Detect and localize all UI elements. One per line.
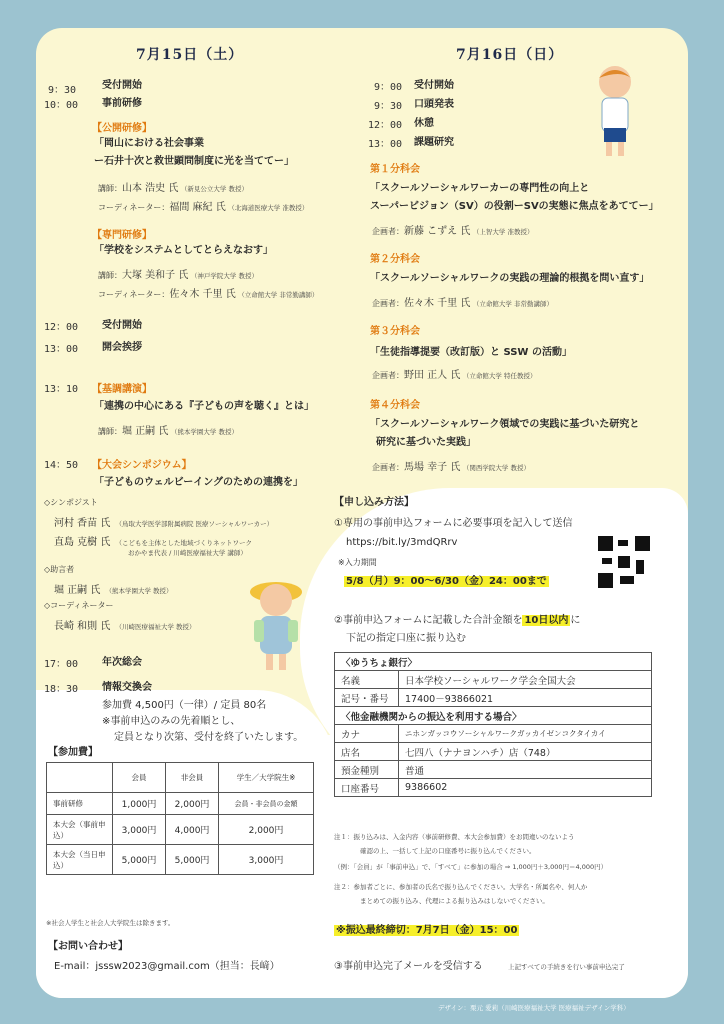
contact-email[interactable]: E-mail：jsssw2023@gmail.com（担当：長﨑） [54,961,280,972]
day1-s6-time: 14：50 [44,460,79,471]
keynote-title: 「連携の中心にある『子どもの声を聴く』とは」 [94,401,314,412]
g4-title-2: 研究に基づいた実践」 [376,437,476,448]
qr-code[interactable] [596,534,652,590]
panelist-1: 河村 香苗 氏 （鳥取大学医学部附属病院 医療ソーシャルワーカー） [54,518,274,529]
g2-planner: 企画者：佐々木 千里 氏 （立命館大学 非常勤講師） [372,298,553,309]
bank2-header: 〈他金融機関からの振込を利用する場合〉 [335,707,652,725]
fee-cell: 2,000円 [166,793,219,815]
symposium-title: 「子どものウェルビーイングのための連携を」 [94,477,303,488]
party-note-1: ※事前申込のみの先着順とし、 [102,716,241,727]
g2-tag: 第２分科会 [370,254,420,265]
advisor-label: ◇助言者 [44,565,75,574]
bank2-kana-label: カナ [335,725,399,743]
fee-cell: 4,000円 [166,815,219,845]
party-fee: 参加費 4,500円（一律）/ 定員 80名 [102,700,267,711]
day1-s3-label: 受付開始 [102,320,142,331]
day2-s2-label: 口頭発表 [414,99,454,110]
day2-s4-time: 13：00 [368,139,403,150]
bank1-num-label: 記号・番号 [335,689,399,707]
day2-s3-time: 12：00 [368,120,403,131]
panel-label: ◇シンポジスト [44,498,98,507]
day1-s8-label: 情報交換会 [102,682,152,693]
keynote-lecturer: 講師：堀 正嗣 氏 （熊本学園大学 教授） [98,426,238,437]
panelist-2: 直島 克樹 氏 （こどもを主体とした地域づくりネットワーク [54,537,252,548]
g4-title-1: 「スクールソーシャルワーク領域での実践に基づいた研究と [370,419,640,430]
apply-header: 【申し込み方法】 [334,497,414,508]
pro-title: 「学校をシステムとしてとらえなおす」 [94,245,273,256]
note1a: 注１：振り込みは、入金内容（事前研修費、本大会参加費）をお間違いのないよう [334,833,575,841]
fee-col-nonmember: 非会員 [166,763,219,793]
day2-s1-label: 受付開始 [414,80,454,91]
apply-step2: ②事前申込フォームに記載した合計金額を 10日以内 に [334,615,581,626]
bank1-name: 日本学校ソーシャルワーク学会全国大会 [399,671,652,689]
pro-coord: コーディネーター：佐々木 千里 氏 （立命館大学 非常勤講師） [98,289,319,300]
fee-cell: 3,000円 [219,845,314,875]
day2-s4-label: 課題研究 [414,137,454,148]
fee-cell: 3,000円 [113,815,166,845]
apply-step3: ③事前申込完了メールを受信する [334,961,483,972]
bank2-acct-label: 口座番号 [335,779,399,797]
fee-cell: 2,000円 [219,815,314,845]
fee-corner [47,763,113,793]
bank2-kana: ニホンガッコウソーシャルワークガッカイゼンコクタイカイ [399,725,652,743]
g3-title: 「生徒指導提要（改訂版）と SSW の活動」 [370,347,572,358]
fee-col-member: 会員 [113,763,166,793]
panelist-2-aff2: おかやま代表 / 川崎医療福祉大学 講師） [128,549,247,557]
fee-cell: 5,000円 [166,845,219,875]
bank1-num: 17400－93866021 [399,689,652,707]
apply-url[interactable]: https://bit.ly/3mdQRrv [346,537,458,548]
g3-tag: 第３分科会 [370,326,420,337]
day1-s4-time: 13：00 [44,344,79,355]
fee-table [46,762,314,875]
fee-col-student: 学生／大学院生※ [219,763,314,793]
boy-illustration [590,62,644,162]
day1-s3-time: 12：00 [44,322,79,333]
apply-step2c: 下記の指定口座に振り込む [346,633,466,644]
advisor: 堀 正嗣 氏 （熊本学園大学 教授） [54,585,173,596]
contact-header: 【お問い合わせ】 [48,941,128,952]
public-lecturer: 講師：山本 浩史 氏 （新見公立大学 教授） [98,183,248,194]
g1-planner: 企画者：新藤 こずえ 氏 （上智大学 准教授） [372,226,534,237]
fee-row-label: 事前研修 [47,793,113,815]
bank2-branch-label: 店名 [335,743,399,761]
note2a: 注２：参加者ごとに、参加者の氏名で振り込んでください。大学名・所属名や、何人か [334,883,588,891]
pro-tag: 【専門研修】 [92,230,152,241]
g1-title-2: スーパービジョン（SV）の役割ーSVの実態に焦点をあててー」 [370,201,659,212]
period-value: 5/8（月）9：00～6/30（金）24：00まで [346,576,547,587]
sympo-coord: 長崎 和則 氏 （川崎医療福祉大学 教授） [54,621,196,632]
bank2-type-label: 預金種別 [335,761,399,779]
design-credit: デザイン：栗元 愛莉（川崎医療福祉大学 医療福祉デザイン学科） [438,1004,630,1012]
day1-s8-time: 18：30 [44,684,79,695]
girl-illustration [236,570,314,680]
bank-table [334,652,652,797]
bank1-header: 〈ゆうちょ銀行〉 [335,653,652,671]
day1-header: 7月15日（土） [136,47,244,63]
note1c: （例：「会員」が「事前申込」で、「すべて」に参加の場合 ⇒ 1,000円＋3,000円＝4,000円） [334,863,608,871]
fee-header: 【参加費】 [48,747,98,758]
day1-s2-label: 事前研修 [102,98,142,109]
public-coord: コーディネーター：福間 麻紀 氏 （北海道医療大学 准教授） [98,202,309,213]
bank2-branch: 七四八（ナナヨンハチ）店（748） [399,743,652,761]
day2-s1-time: 9：00 [374,82,403,93]
day1-s1-label: 受付開始 [102,80,142,91]
bank2-acct: 9386602 [399,779,652,797]
day2-header: 7月16日（日） [456,47,564,63]
pro-lecturer: 講師：大塚 美和子 氏 （神戸学院大学 教授） [98,270,258,281]
day1-s2-time: 10：00 [44,100,79,111]
day1-s5-time: 13：10 [44,384,79,395]
period-label: ※入力期間 [338,558,377,567]
g4-tag: 第４分科会 [370,400,420,411]
fee-cell: 会員・非会員の金額 [219,793,314,815]
day1-s1: 9：30 [48,85,77,96]
day2-s3-label: 休憩 [414,118,434,129]
bank2-type: 普通 [399,761,652,779]
symposium-tag: 【大会シンポジウム】 [92,460,192,471]
keynote-tag: 【基調講演】 [92,384,152,395]
apply-step3b: 上記すべての手続きを行い事前申込完了 [508,963,625,971]
note2b: まとめての振り込み、代理による振り込みはしないでください。 [360,897,549,905]
party-note-2: 定員となり次第、受付を終了いたします。 [114,732,304,743]
note1b: 確認の上、一括して上記の口座番号に振り込んでください。 [360,847,536,855]
sympo-coord-label: ◇コーディネーター [44,601,114,610]
apply-step1: ①専用の事前申込フォームに必要事項を記入して送信 [334,518,573,529]
g4-planner: 企画者：馬場 幸子 氏 （関西学院大学 教授） [372,462,530,473]
fee-row-label: 本大会（当日申込） [47,845,113,875]
g1-tag: 第１分科会 [370,164,420,175]
fee-note: ※社会人学生と社会人大学院生は除きます。 [46,919,175,927]
bank1-name-label: 名義 [335,671,399,689]
g1-title-1: 「スクールソーシャルワーカーの専門性の向上と [370,183,590,194]
fee-row-label: 本大会（事前申込） [47,815,113,845]
fee-cell: 5,000円 [113,845,166,875]
day1-s7-label: 年次総会 [102,657,142,668]
deadline: ※振込最終締切：7月7日（金）15：00 [336,925,518,936]
public-tag: 【公開研修】 [92,123,152,134]
g3-planner: 企画者：野田 正人 氏 （立命館大学 特任教授） [372,370,537,381]
g2-title: 「スクールソーシャルワークの実践の理論的根拠を問い直す」 [370,273,650,284]
day2-s2-time: 9：30 [374,101,403,112]
public-title-2: ー石井十次と救世顕問制度に光を当ててー」 [94,156,294,167]
public-title-1: 「岡山における社会事業 [94,138,204,149]
day1-s4-label: 開会挨拶 [102,342,142,353]
day1-s7-time: 17：00 [44,659,79,670]
fee-cell: 1,000円 [113,793,166,815]
